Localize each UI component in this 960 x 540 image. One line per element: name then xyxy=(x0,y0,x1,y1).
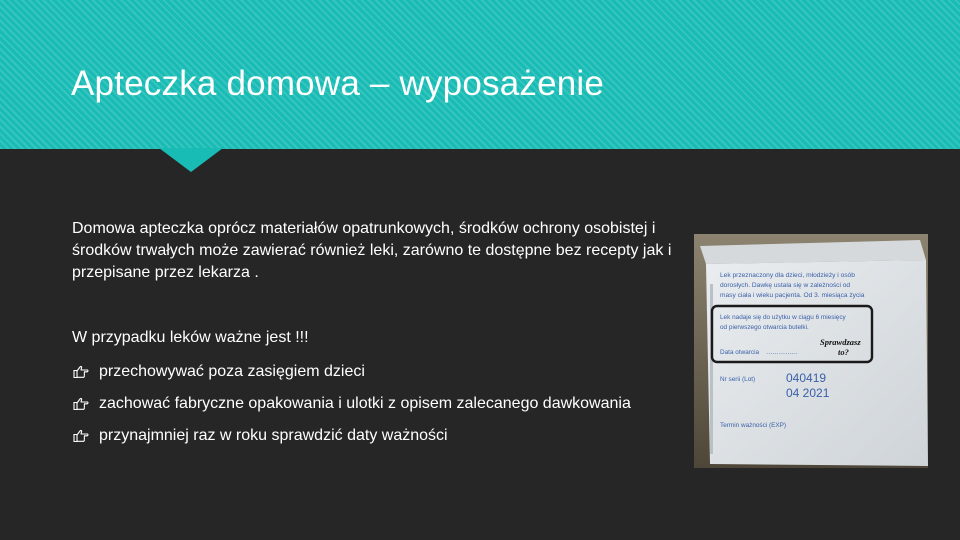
photo-validity-text: od pierwszego otwarcia butelki. xyxy=(720,324,809,331)
intro-paragraph: Domowa apteczka oprócz materiałów opatrunkowych, środków ochrony osobistej i środków trwałych może zawierać również leki, zarówno te dostępne bez recepty jak i przepisane przez lekarza . xyxy=(72,220,672,281)
medicine-subheading: W przypadku leków ważne jest !!! xyxy=(72,329,309,346)
hand-pointing-right-icon xyxy=(73,365,89,379)
list-item xyxy=(72,425,672,447)
photo-validity-text: Lek nadaje się do użytku w ciągu 6 miesięcy xyxy=(720,314,846,321)
bullet-text: przynajmniej raz w roku sprawdzić daty ważności xyxy=(99,427,448,444)
list-item xyxy=(72,361,672,383)
slide-body xyxy=(72,218,672,457)
photo-lot-value: 040419 xyxy=(786,371,827,385)
medicine-box-image xyxy=(694,234,928,468)
photo-lot-label: Nr serii (Lot) xyxy=(720,376,756,383)
list-item xyxy=(72,393,672,415)
title-band-notch xyxy=(159,148,223,172)
rules-list xyxy=(72,361,672,447)
photo-open-date-label: Data otwarcia xyxy=(720,349,760,356)
bullet-text: przechowywać poza zasięgiem dzieci xyxy=(99,363,365,380)
photo-expiry-label: Termin ważności (EXP) xyxy=(720,422,787,429)
bullet-text: zachować fabryczne opakowania i ulotki z opisem zalecanego dawkowania xyxy=(99,395,631,412)
title-band xyxy=(0,0,960,149)
photo-handwritten-note: to? xyxy=(838,347,849,357)
hand-pointing-right-icon xyxy=(73,429,89,443)
hand-pointing-right-icon xyxy=(73,397,89,411)
photo-box-text: masy ciała i wieku pacjenta. Od 3. miesiąca życia xyxy=(720,292,865,299)
photo-handwritten-note: Sprawdzasz xyxy=(820,337,861,347)
slide-title: Apteczka domowa – wyposażenie xyxy=(71,64,605,103)
medicine-box-photo xyxy=(694,234,928,468)
photo-box-text: dorosłych. Dawkę ustala się w zależności od xyxy=(720,282,851,289)
photo-exp-value: 04 2021 xyxy=(786,386,830,400)
photo-box-text: Lek przeznaczony dla dzieci, młodzieży i osób xyxy=(720,272,855,279)
photo-open-date-dots: …………… xyxy=(766,349,798,356)
